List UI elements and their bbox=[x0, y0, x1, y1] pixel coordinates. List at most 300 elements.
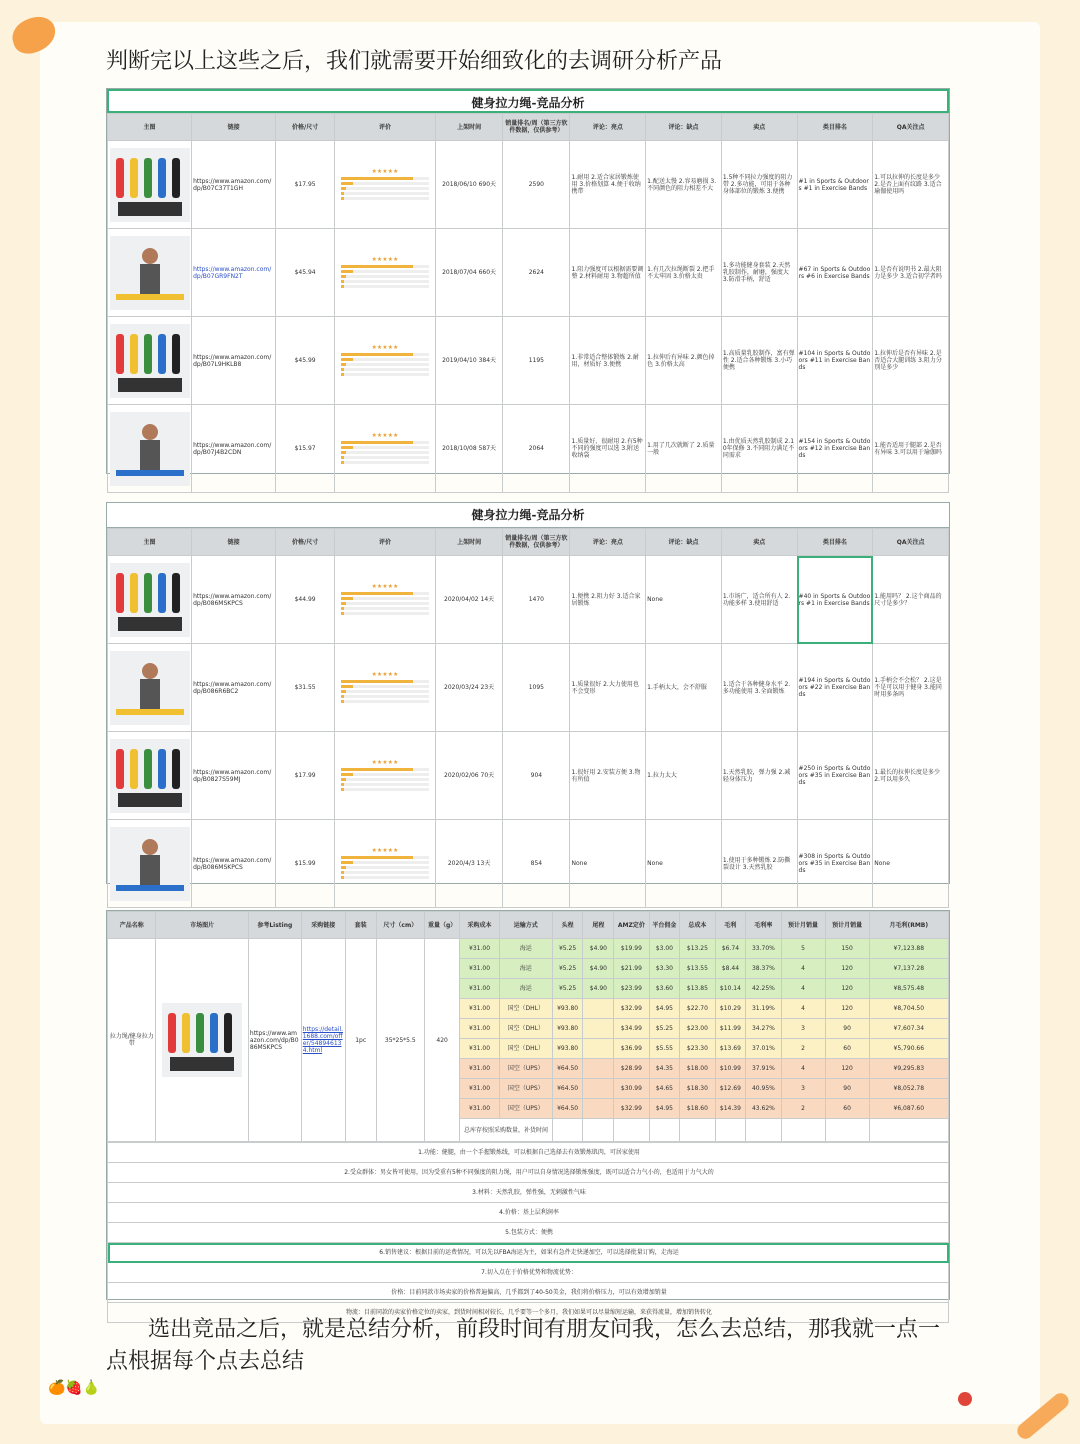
column-header: 尾程 bbox=[583, 912, 614, 939]
cost-cell: $30.99 bbox=[614, 1079, 649, 1099]
product-photo bbox=[110, 324, 190, 398]
pros-cell: 1.质量很好 2.大力使用也不会变形 bbox=[570, 644, 646, 732]
price-cell: $15.99 bbox=[276, 820, 335, 908]
product-photo bbox=[110, 236, 190, 310]
cost-cell: $8.44 bbox=[715, 959, 746, 979]
cost-cell bbox=[583, 1099, 614, 1119]
date-cell: 2019/04/10 384天 bbox=[435, 317, 502, 405]
product-name-cell: 拉力绳/健身拉力带 bbox=[108, 939, 156, 1142]
price-cell: $31.55 bbox=[276, 644, 335, 732]
empty-cell bbox=[869, 1119, 948, 1142]
rating-breakdown bbox=[341, 759, 429, 791]
column-header: 采购成本 bbox=[460, 912, 500, 939]
price-cell: $45.94 bbox=[276, 229, 335, 317]
empty-cell bbox=[715, 1119, 746, 1142]
cost-cell: 国空（UPS） bbox=[499, 1079, 552, 1099]
column-header: 重量（g） bbox=[425, 912, 460, 939]
column-header: 毛利率 bbox=[746, 912, 781, 939]
star-rating-icon: ★★★★★ bbox=[371, 167, 399, 175]
rating-cell bbox=[335, 556, 436, 644]
cost-cell: $3.00 bbox=[649, 939, 680, 959]
cost-cell: 43.62% bbox=[746, 1099, 781, 1119]
column-header: AMZ定价 bbox=[614, 912, 649, 939]
cost-cell: ¥64.50 bbox=[552, 1059, 583, 1079]
column-header: 产品名称 bbox=[108, 912, 156, 939]
note-row bbox=[108, 1283, 949, 1303]
note-text: 7.切入点在于价格优势和物流优势： bbox=[108, 1263, 949, 1283]
cost-cell: $28.99 bbox=[614, 1059, 649, 1079]
competitor-table-2 bbox=[106, 502, 950, 884]
cost-cell: 120 bbox=[825, 1059, 869, 1079]
rating-breakdown bbox=[341, 256, 429, 288]
product-link[interactable]: https://www.amazon.com/dp/B086R6BC2 bbox=[192, 644, 276, 732]
empty-cell bbox=[746, 1119, 781, 1142]
image-cell bbox=[108, 141, 192, 229]
pros-cell: 1.非常适合整体锻炼 2.耐用，材质好 3.便携 bbox=[570, 317, 646, 405]
cost-cell: ¥7,607.34 bbox=[869, 1019, 948, 1039]
column-header: 销量排名/周（第三方软件数据，仅供参考） bbox=[503, 114, 570, 141]
product-photo bbox=[110, 412, 190, 486]
sales-cell: 904 bbox=[503, 732, 570, 820]
purchase-link-cell[interactable]: https://detail.1688.com/offer/548946134.html bbox=[301, 939, 345, 1142]
cons-cell: 1.配送太慢 2.容易磨损 3.不同颜色的阻力相差不大 bbox=[646, 141, 722, 229]
cost-cell: 34.27% bbox=[746, 1019, 781, 1039]
selling-points-cell: 1.高质量乳胶制作，富有弹性 2.适合各种锻炼 3.小巧便携 bbox=[721, 317, 797, 405]
cons-cell: None bbox=[646, 820, 722, 908]
cost-cell: 120 bbox=[825, 959, 869, 979]
category-rank-cell: #308 in Sports & Outdoors #35 in Exercise Bands bbox=[797, 820, 873, 908]
image-cell bbox=[108, 317, 192, 405]
rating-breakdown bbox=[341, 168, 429, 200]
cost-cell: $11.99 bbox=[715, 1019, 746, 1039]
table-row bbox=[108, 820, 949, 908]
star-rating-icon: ★★★★★ bbox=[371, 343, 399, 351]
table-row bbox=[108, 644, 949, 732]
cost-cell: ¥6,087.60 bbox=[869, 1099, 948, 1119]
cost-cell: 42.25% bbox=[746, 979, 781, 999]
cost-cell: 国空（DHL） bbox=[499, 999, 552, 1019]
competitor-table-1 bbox=[106, 88, 950, 474]
cost-cell: ¥31.00 bbox=[460, 1019, 500, 1039]
cons-cell: 1.手柄太大，会不舒服 bbox=[646, 644, 722, 732]
column-header: 价格/尺寸 bbox=[276, 114, 335, 141]
price-cell: $17.99 bbox=[276, 732, 335, 820]
cost-cell: 3 bbox=[781, 1019, 825, 1039]
cost-cell: ¥31.00 bbox=[460, 939, 500, 959]
column-header: QA关注点 bbox=[873, 529, 949, 556]
column-header: 评价 bbox=[335, 114, 436, 141]
qa-cell: 1.拉伸后是否有异味 2.是否适合大腿训练 3.阻力分别是多少 bbox=[873, 317, 949, 405]
category-rank-cell: #194 in Sports & Outdoors #22 in Exercise Bands bbox=[797, 644, 873, 732]
price-cell: $45.99 bbox=[276, 317, 335, 405]
cost-cell: 33.70% bbox=[746, 939, 781, 959]
star-rating-icon: ★★★★★ bbox=[371, 431, 399, 439]
column-header: 评论：缺点 bbox=[646, 529, 722, 556]
cost-cell: $5.55 bbox=[649, 1039, 680, 1059]
cost-cell: 90 bbox=[825, 1079, 869, 1099]
empty-cell bbox=[614, 1119, 649, 1142]
cons-cell: 1.拉伸后有异味 2.颜色掉色 3.价格太高 bbox=[646, 317, 722, 405]
note-text: 物流：目前同款的卖家价格定位的卖家，到货时间相对较长，几乎要等一个多月，我们如果可以尽量缩短运输，来获得流量，增加销售转化 bbox=[108, 1303, 949, 1323]
cost-cell: 国空（DHL） bbox=[499, 1039, 552, 1059]
sales-cell: 1470 bbox=[503, 556, 570, 644]
cost-cell: ¥93.80 bbox=[552, 999, 583, 1019]
empty-cell bbox=[583, 1119, 614, 1142]
table-header-row bbox=[108, 529, 949, 556]
qa-cell: 1.可以拉伸的长度是多少 2.是否上面有纹路 3.适合瑜伽使用吗 bbox=[873, 141, 949, 229]
table-row bbox=[108, 141, 949, 229]
cost-cell: $34.99 bbox=[614, 1019, 649, 1039]
cost-cell: $14.39 bbox=[715, 1099, 746, 1119]
column-header: 价格/尺寸 bbox=[276, 529, 335, 556]
note-row bbox=[108, 1143, 949, 1163]
table-row bbox=[108, 939, 949, 959]
cost-cell: $13.85 bbox=[680, 979, 715, 999]
table-header-row bbox=[108, 114, 949, 141]
column-header: 参考Listing bbox=[248, 912, 301, 939]
column-header: 平台佣金 bbox=[649, 912, 680, 939]
pros-cell: None bbox=[570, 820, 646, 908]
cost-cell: $36.99 bbox=[614, 1039, 649, 1059]
sales-cell: 1195 bbox=[503, 317, 570, 405]
column-header: 上架时间 bbox=[435, 529, 502, 556]
cost-cell: ¥8,704.50 bbox=[869, 999, 948, 1019]
product-link[interactable]: https://www.amazon.com/dp/B07GR9FN2T bbox=[192, 229, 276, 317]
product-photo bbox=[110, 651, 190, 725]
cost-cell: $4.65 bbox=[649, 1079, 680, 1099]
table-row bbox=[108, 229, 949, 317]
cost-cell: ¥9,295.83 bbox=[869, 1059, 948, 1079]
cost-cell: $23.00 bbox=[680, 1019, 715, 1039]
date-cell: 2020/4/3 13天 bbox=[435, 820, 502, 908]
summary-notes bbox=[107, 1142, 949, 1323]
pros-cell: 1.耐用 2.适合家居锻炼使用 3.价格划算 4.便于收纳携带 bbox=[570, 141, 646, 229]
market-image-cell bbox=[156, 939, 248, 1142]
date-cell: 2020/04/02 14天 bbox=[435, 556, 502, 644]
column-header: 主图 bbox=[108, 529, 192, 556]
cost-cell: ¥7,123.88 bbox=[869, 939, 948, 959]
selling-points-cell: 1.适合于各种健身水平 2.多功能使用 3.全面锻炼 bbox=[721, 644, 797, 732]
pros-cell: 1.很好用 2.安装方便 3.物有所值 bbox=[570, 732, 646, 820]
image-cell bbox=[108, 556, 192, 644]
cost-cell: $13.69 bbox=[715, 1039, 746, 1059]
cost-cell: $4.90 bbox=[583, 939, 614, 959]
price-cell: $17.95 bbox=[276, 141, 335, 229]
column-header: 销量排名/周（第三方软件数据，仅供参考） bbox=[503, 529, 570, 556]
cost-cell: ¥31.00 bbox=[460, 979, 500, 999]
empty-cell bbox=[552, 1119, 583, 1142]
table-row bbox=[108, 732, 949, 820]
cost-cell: $10.14 bbox=[715, 979, 746, 999]
cost-cell: ¥5.25 bbox=[552, 979, 583, 999]
selling-points-cell: 1.由优质天然乳胶制成 2.10年保修 3.不同阻力满足不同需求 bbox=[721, 405, 797, 493]
cost-cell: ¥93.80 bbox=[552, 1039, 583, 1059]
date-cell: 2020/03/24 23天 bbox=[435, 644, 502, 732]
date-cell: 2018/07/04 660天 bbox=[435, 229, 502, 317]
price-cell: $15.97 bbox=[276, 405, 335, 493]
column-header: 链接 bbox=[192, 114, 276, 141]
cons-cell: 1.用了几次就断了 2.质量一般 bbox=[646, 405, 722, 493]
sales-cell: 2064 bbox=[503, 405, 570, 493]
column-header: QA关注点 bbox=[873, 114, 949, 141]
column-header: 主图 bbox=[108, 114, 192, 141]
table-grid bbox=[107, 113, 949, 493]
cost-cell: 4 bbox=[781, 1059, 825, 1079]
sales-cell: 2590 bbox=[503, 141, 570, 229]
date-cell: 2020/02/06 70天 bbox=[435, 732, 502, 820]
cost-cell: $10.29 bbox=[715, 999, 746, 1019]
selling-points-cell: 1.市场广，适合所有人 2.功能多样 3.使用舒适 bbox=[721, 556, 797, 644]
category-rank-cell: #104 in Sports & Outdoors #11 in Exercise Bands bbox=[797, 317, 873, 405]
qa-cell: 1.是否有说明书 2.最大阻力是多少 3.适合初学者吗 bbox=[873, 229, 949, 317]
cost-cell: 31.19% bbox=[746, 999, 781, 1019]
cost-cell: 国空（UPS） bbox=[499, 1099, 552, 1119]
column-header: 链接 bbox=[192, 529, 276, 556]
cost-cell: 4 bbox=[781, 979, 825, 999]
cost-cell: $19.99 bbox=[614, 939, 649, 959]
side-note-cell: 总库存按照采购数量，补货时间 bbox=[460, 1119, 552, 1142]
sales-cell: 2624 bbox=[503, 229, 570, 317]
cost-cell bbox=[583, 1019, 614, 1039]
fruit-sticker-icon: 🍊🍓🍐 bbox=[48, 1380, 101, 1396]
cost-analysis-table bbox=[106, 910, 950, 1316]
weight-cell: 420 bbox=[425, 939, 460, 1142]
cost-cell: $18.30 bbox=[680, 1079, 715, 1099]
category-rank-cell: #154 in Sports & Outdoors #12 in Exercise Bands bbox=[797, 405, 873, 493]
cost-cell: $32.99 bbox=[614, 999, 649, 1019]
product-photo bbox=[162, 1003, 242, 1077]
cost-cell: ¥31.00 bbox=[460, 959, 500, 979]
cost-cell bbox=[583, 1059, 614, 1079]
column-header: 总成本 bbox=[680, 912, 715, 939]
product-photo bbox=[110, 563, 190, 637]
selling-points-cell: 1.多功能健身套装 2.天然乳胶制作，耐磨，强度大 3.防滑手柄，舒适 bbox=[721, 229, 797, 317]
column-header: 尺寸（cm） bbox=[376, 912, 424, 939]
star-rating-icon: ★★★★★ bbox=[371, 758, 399, 766]
cost-cell: $3.30 bbox=[649, 959, 680, 979]
cost-cell: ¥64.50 bbox=[552, 1079, 583, 1099]
rating-breakdown bbox=[341, 847, 429, 879]
cost-cell: $18.00 bbox=[680, 1059, 715, 1079]
column-header: 采购链接 bbox=[301, 912, 345, 939]
cost-cell: 37.01% bbox=[746, 1039, 781, 1059]
cons-cell: 1.有几次拉绳断裂 2.把手不太牢固 3.价格太贵 bbox=[646, 229, 722, 317]
cost-cell: ¥5.25 bbox=[552, 959, 583, 979]
cost-cell: 海运 bbox=[499, 959, 552, 979]
cost-cell: 37.91% bbox=[746, 1059, 781, 1079]
note-row bbox=[108, 1243, 949, 1263]
cost-cell: 国空（DHL） bbox=[499, 1019, 552, 1039]
sales-cell: 1095 bbox=[503, 644, 570, 732]
column-header: 预计月销量 bbox=[825, 912, 869, 939]
cost-cell: $10.99 bbox=[715, 1059, 746, 1079]
product-link[interactable]: https://www.amazon.com/dp/B07C37T1GH bbox=[192, 141, 276, 229]
product-photo bbox=[110, 739, 190, 813]
note-text: 价格：目前同款市场卖家的价格普遍偏高，几乎都到了40-50美金，我们将价格压力，可以有效增加销量 bbox=[108, 1283, 949, 1303]
empty-cell bbox=[825, 1119, 869, 1142]
selling-points-cell: 1.使用于多种锻炼 2.防撕裂设计 3.天然乳胶 bbox=[721, 820, 797, 908]
cost-cell: 4 bbox=[781, 999, 825, 1019]
cost-cell: $6.74 bbox=[715, 939, 746, 959]
table-row bbox=[108, 405, 949, 493]
cost-cell: ¥7,137.28 bbox=[869, 959, 948, 979]
cost-cell: ¥8,575.48 bbox=[869, 979, 948, 999]
date-cell: 2018/06/10 690天 bbox=[435, 141, 502, 229]
cost-cell: 150 bbox=[825, 939, 869, 959]
table-title: 健身拉力绳-竞品分析 bbox=[107, 89, 949, 113]
cost-cell: $3.60 bbox=[649, 979, 680, 999]
note-row bbox=[108, 1163, 949, 1183]
cost-cell: 海运 bbox=[499, 939, 552, 959]
note-text: 6.销售建议：根据目前的运费情况，可以先以FBA海运为主，如果有急件走快递加空，可以选择批量订购，走海运 bbox=[108, 1243, 949, 1263]
category-rank-cell: #1 in Sports & Outdoors #1 in Exercise Bands bbox=[797, 141, 873, 229]
table-title: 健身拉力绳-竞品分析 bbox=[107, 503, 949, 528]
column-header: 运输方式 bbox=[499, 912, 552, 939]
product-link[interactable]: https://www.amazon.com/dp/B07J4B2CDN bbox=[192, 405, 276, 493]
empty-cell bbox=[680, 1119, 715, 1142]
empty-cell bbox=[649, 1119, 680, 1142]
apple-sticker-icon bbox=[958, 1392, 972, 1406]
selling-points-cell: 1.5种不同拉力强度的阻力带 2.多功能，可用于各种身体部位的锻炼 3.便携 bbox=[721, 141, 797, 229]
cost-cell: $18.60 bbox=[680, 1099, 715, 1119]
size-cell: 35*25*5.5 bbox=[376, 939, 424, 1142]
column-header: 评论：亮点 bbox=[570, 114, 646, 141]
cost-cell: 国空（UPS） bbox=[499, 1059, 552, 1079]
cons-cell: None bbox=[646, 556, 722, 644]
category-rank-cell: #67 in Sports & Outdoors #6 in Exercise Bands bbox=[797, 229, 873, 317]
qa-cell: None bbox=[873, 820, 949, 908]
product-link[interactable]: https://www.amazon.com/dp/B07L9HKLB8 bbox=[192, 317, 276, 405]
product-link[interactable]: https://www.amazon.com/dp/B086MSKPCS bbox=[192, 556, 276, 644]
cost-cell: 2 bbox=[781, 1099, 825, 1119]
column-header: 市场图片 bbox=[156, 912, 248, 939]
column-header: 月毛利(RMB) bbox=[869, 912, 948, 939]
note-row bbox=[108, 1203, 949, 1223]
note-text: 1.功能：健腿，由一个手握锻炼线，可以根据自己选择去有效锻炼肌肉，可居家使用 bbox=[108, 1143, 949, 1163]
note-text: 3.材料：天然乳胶，弹性强，无刺激性气味 bbox=[108, 1183, 949, 1203]
qa-cell: 1.最长的拉伸长度是多少 2.可以用多久 bbox=[873, 732, 949, 820]
qa-cell: 1.能用吗？ 2.这个商品的尺寸是多少？ bbox=[873, 556, 949, 644]
cost-cell: 38.37% bbox=[746, 959, 781, 979]
pros-cell: 1.质量好，很耐用 2.有5种不同的强度可以选 3.附送收纳袋 bbox=[570, 405, 646, 493]
cost-cell: $23.30 bbox=[680, 1039, 715, 1059]
sales-cell: 854 bbox=[503, 820, 570, 908]
cost-cell: 120 bbox=[825, 979, 869, 999]
cost-cell: $23.99 bbox=[614, 979, 649, 999]
star-rating-icon: ★★★★★ bbox=[371, 846, 399, 854]
image-cell bbox=[108, 229, 192, 317]
cost-cell: $4.95 bbox=[649, 1099, 680, 1119]
cost-cell: 120 bbox=[825, 999, 869, 1019]
star-rating-icon: ★★★★★ bbox=[371, 670, 399, 678]
cost-grid bbox=[107, 911, 949, 1142]
qa-cell: 1.手柄会不会松？ 2.这是不是可以用于健身 3.能同时用多条吗 bbox=[873, 644, 949, 732]
cost-cell: ¥5.25 bbox=[552, 939, 583, 959]
cost-cell: 5 bbox=[781, 939, 825, 959]
cost-cell: $4.95 bbox=[649, 999, 680, 1019]
note-row bbox=[108, 1183, 949, 1203]
column-header: 上架时间 bbox=[435, 114, 502, 141]
column-header: 毛利 bbox=[715, 912, 746, 939]
cost-cell: 海运 bbox=[499, 979, 552, 999]
star-rating-icon: ★★★★★ bbox=[371, 582, 399, 590]
column-header: 评价 bbox=[335, 529, 436, 556]
selling-points-cell: 1.天然乳胶，弹力强 2.减轻身体压力 bbox=[721, 732, 797, 820]
cost-cell: $12.69 bbox=[715, 1079, 746, 1099]
cost-cell: $4.90 bbox=[583, 959, 614, 979]
rating-breakdown bbox=[341, 344, 429, 376]
cost-cell: ¥8,052.78 bbox=[869, 1079, 948, 1099]
cost-cell: 90 bbox=[825, 1019, 869, 1039]
cost-cell: ¥5,790.66 bbox=[869, 1039, 948, 1059]
cost-cell: 2 bbox=[781, 1039, 825, 1059]
rating-breakdown bbox=[341, 583, 429, 615]
column-header: 类目排名 bbox=[797, 114, 873, 141]
product-link[interactable]: https://www.amazon.com/dp/B0827S59MJ bbox=[192, 732, 276, 820]
product-photo bbox=[110, 827, 190, 901]
cost-cell: ¥31.00 bbox=[460, 1099, 500, 1119]
cost-cell: $13.55 bbox=[680, 959, 715, 979]
note-text: 4.价格：基上层利润率 bbox=[108, 1203, 949, 1223]
product-photo bbox=[110, 148, 190, 222]
rating-breakdown bbox=[341, 671, 429, 703]
page-heading: 判断完以上这些之后，我们就需要开始细致化的去调研分析产品 bbox=[106, 49, 723, 74]
rating-cell bbox=[335, 820, 436, 908]
note-text: 2.受众群体：男女皆可使用，因为受重有5种不同强度的阻力绳，用户可以自身情况选择锻炼强度，既可以适合力气小的，也适用于力气大的 bbox=[108, 1163, 949, 1183]
cost-cell: 4 bbox=[781, 959, 825, 979]
image-cell bbox=[108, 644, 192, 732]
cost-cell: ¥31.00 bbox=[460, 999, 500, 1019]
rating-cell bbox=[335, 229, 436, 317]
column-header: 评论：亮点 bbox=[570, 529, 646, 556]
cost-cell: 60 bbox=[825, 1099, 869, 1119]
cost-cell: $21.99 bbox=[614, 959, 649, 979]
cost-cell: 40.95% bbox=[746, 1079, 781, 1099]
cost-cell: $32.99 bbox=[614, 1099, 649, 1119]
rating-cell bbox=[335, 732, 436, 820]
table-header-row bbox=[108, 912, 949, 939]
note-row bbox=[108, 1223, 949, 1243]
table-row bbox=[108, 317, 949, 405]
category-rank-cell: #250 in Sports & Outdoors #35 in Exercise Bands bbox=[797, 732, 873, 820]
column-header: 卖点 bbox=[721, 114, 797, 141]
cost-cell: 3 bbox=[781, 1079, 825, 1099]
column-header: 头程 bbox=[552, 912, 583, 939]
price-cell: $44.99 bbox=[276, 556, 335, 644]
rating-cell bbox=[335, 405, 436, 493]
empty-cell bbox=[781, 1119, 825, 1142]
cost-cell bbox=[583, 1039, 614, 1059]
image-cell bbox=[108, 820, 192, 908]
image-cell bbox=[108, 732, 192, 820]
column-header: 类目排名 bbox=[797, 529, 873, 556]
cost-cell: $13.25 bbox=[680, 939, 715, 959]
reference-listing-cell: https://www.amazon.com/dp/B086MSKPCS bbox=[248, 939, 301, 1142]
pros-cell: 1.阻力强度可以根据需要调整 2.材料耐用 3.物超所值 bbox=[570, 229, 646, 317]
column-header: 套装 bbox=[345, 912, 376, 939]
cost-cell bbox=[583, 999, 614, 1019]
date-cell: 2018/10/08 587天 bbox=[435, 405, 502, 493]
product-link[interactable]: https://www.amazon.com/dp/B086MSKPCS bbox=[192, 820, 276, 908]
pros-cell: 1.便携 2.阻力好 3.适合家居锻炼 bbox=[570, 556, 646, 644]
star-rating-icon: ★★★★★ bbox=[371, 255, 399, 263]
cost-cell: 60 bbox=[825, 1039, 869, 1059]
cost-cell: $5.25 bbox=[649, 1019, 680, 1039]
table-row bbox=[108, 556, 949, 644]
image-cell bbox=[108, 405, 192, 493]
rating-breakdown bbox=[341, 432, 429, 464]
qa-cell: 1.能否适用于腿部 2.是否有异味 3.可以用于瑜伽吗 bbox=[873, 405, 949, 493]
